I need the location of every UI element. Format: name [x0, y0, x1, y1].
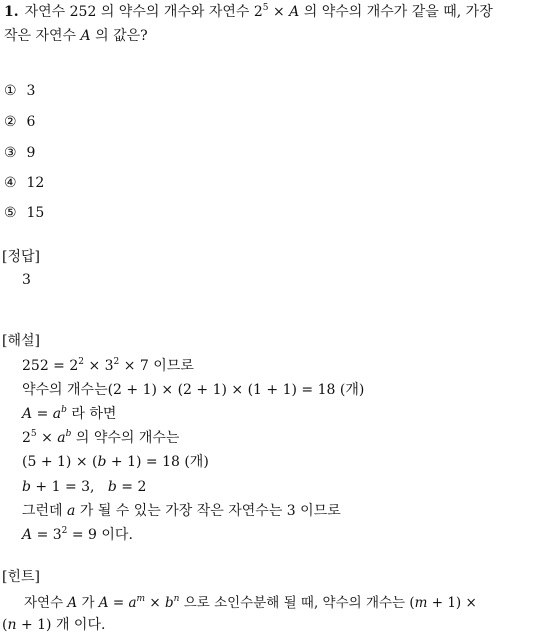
choice-mark: ⑤: [4, 205, 17, 221]
choice-value: 3: [26, 83, 36, 99]
choice-mark: ③: [4, 145, 17, 161]
choice-value: 12: [26, 175, 45, 191]
solution-line-8: $A = 3^2 = 9$ 이다.: [22, 526, 133, 543]
choice-mark: ④: [4, 175, 17, 191]
choice-1[interactable]: [4, 81, 35, 101]
choice-mark: ①: [4, 83, 17, 99]
question-line-1: 1. 자연수 252 의 약수의 개수와 자연수 $2^5 \times A$ 의 약수의 개수가 같을 때, 가장: [4, 3, 493, 20]
solution-line-5: (5 + 1) × (b + 1) = 18 (개): [22, 454, 209, 470]
choice-3[interactable]: [4, 143, 35, 163]
choice-value: 6: [26, 114, 36, 130]
solution-line-3: $A = a^b$ 라 하면: [22, 405, 117, 422]
solution-line-2: 약수의 개수는(2 + 1) × (2 + 1) × (1 + 1) = 18 (개): [22, 382, 365, 398]
hint-line-2: (n + 1) 개 이다.: [2, 617, 106, 633]
choice-mark: ②: [4, 114, 17, 130]
solution-header: [해설]: [2, 333, 40, 349]
answer-value: 3: [22, 272, 31, 288]
question-line-2: 작은 자연수 A 의 값은?: [4, 28, 148, 44]
solution-line-6: b + 1 = 3, b = 2: [22, 479, 147, 495]
choice-5[interactable]: [4, 203, 44, 223]
hint-line-1: 자연수 A 가 $A = a^m \times b^n$ 으로 소인수분해 될 때, 약수의 개수는 (m + 1) ×: [24, 594, 477, 611]
choice-2[interactable]: [4, 112, 35, 132]
solution-line-4: $2^5 \times a^b$ 의 약수의 개수는: [22, 429, 180, 446]
hint-header: [힌트]: [2, 569, 40, 585]
answer-header: [정답]: [2, 249, 40, 265]
question-number: 1.: [4, 4, 19, 20]
choice-4[interactable]: [4, 173, 44, 193]
choice-value: 9: [26, 145, 36, 161]
solution-line-1: $252 = 2^2 \times 3^2 \times 7$ 이므로: [22, 357, 194, 374]
solution-line-7: 그런데 a 가 될 수 있는 가장 작은 자연수는 3 이므로: [22, 503, 341, 519]
choice-value: 15: [26, 205, 45, 221]
